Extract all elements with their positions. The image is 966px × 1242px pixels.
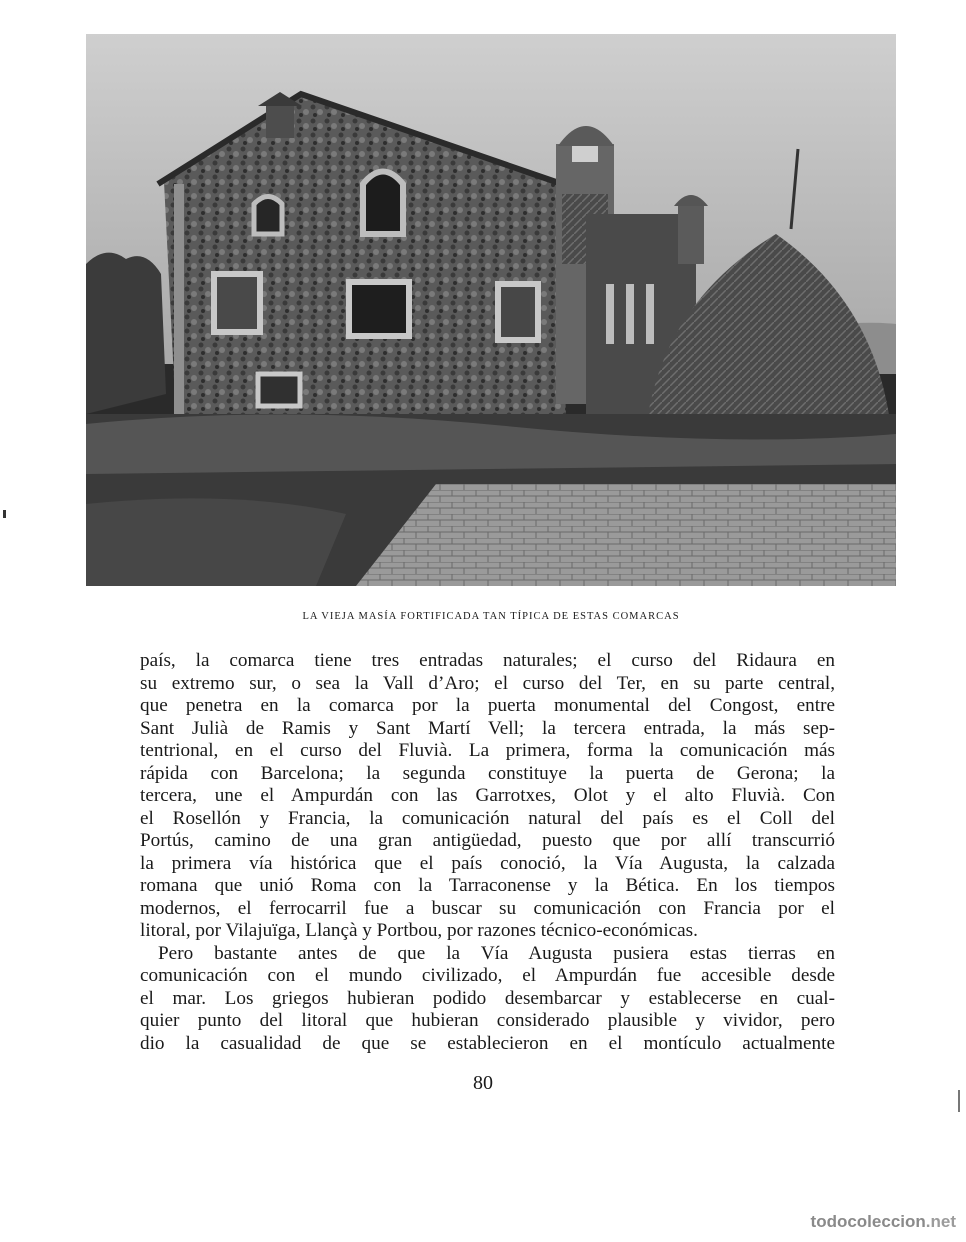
text-line: dio la casualidad de que se establecieron en el montículo actualmente (140, 1032, 835, 1054)
photo-caption: LA VIEJA MASÍA FORTIFICADA TAN TÍPICA DE ESTAS COMARCAS (302, 611, 680, 622)
text-line: el mar. Los griegos hubieran podido desembarcar y establecerse en cual- (140, 987, 835, 1009)
text-line: Portús, camino de una gran antigüedad, puesto que por allí transcurrió (140, 830, 835, 851)
watermark (811, 1212, 956, 1232)
farmhouse-photo (86, 34, 896, 586)
text-line: el Rosellón y Francia, la comunicación natural del país es el Coll del (140, 807, 835, 829)
text-line: comunicación con el mundo civilizado, el Ampurdán fue accesible desde (140, 965, 835, 986)
watermark-suffix: .net (925, 1212, 956, 1231)
scan-mark (3, 510, 6, 518)
scan-mark (958, 1090, 960, 1112)
watermark-text: todocoleccion (810, 1212, 926, 1231)
text-line: la primera vía histórica que el país conoció, la Vía Augusta, la calzada (140, 852, 835, 874)
text-line: tentrional, en el curso del Fluvià. La primera, forma la comunicación más (140, 740, 835, 761)
text-line: litoral, por Vilajuïga, Llançà y Portbou, por razones técnico-económicas. (140, 920, 698, 941)
text-line: tercera, une el Ampurdán con las Garrotxes, Olot y el alto Fluvià. Con (140, 785, 835, 806)
paragraph-1 (140, 650, 835, 943)
text-line: Sant Julià de Ramis y Sant Martí Vell; la tercera entrada, la más sep- (140, 717, 835, 739)
text-line: rápida con Barcelona; la segunda constituye la puerta de Gerona; la (140, 762, 835, 784)
text-line: que penetra en la comarca por la puerta monumental del Congost, entre (140, 695, 835, 716)
text-line: quier punto del litoral que hubieran considerado plausible y vividor, pero (140, 1010, 835, 1031)
body-text (140, 650, 835, 1055)
text-line: modernos, el ferrocarril fue a buscar su comunicación con Francia por el (140, 897, 835, 919)
text-line: país, la comarca tiene tres entradas naturales; el curso del Ridaura en (140, 650, 835, 671)
text-line: romana que unió Roma con la Tarraconense y la Bética. En los tiempos (140, 875, 835, 896)
photograph (86, 34, 896, 586)
text-line: su extremo sur, o sea la Vall d’Aro; el curso del Ter, en su parte central, (140, 672, 835, 694)
page-number: 80 (473, 1072, 493, 1094)
text-line: Pero bastante antes de que la Vía Augusta pusiera estas tierras en (158, 942, 835, 964)
paragraph-2 (140, 943, 835, 1056)
